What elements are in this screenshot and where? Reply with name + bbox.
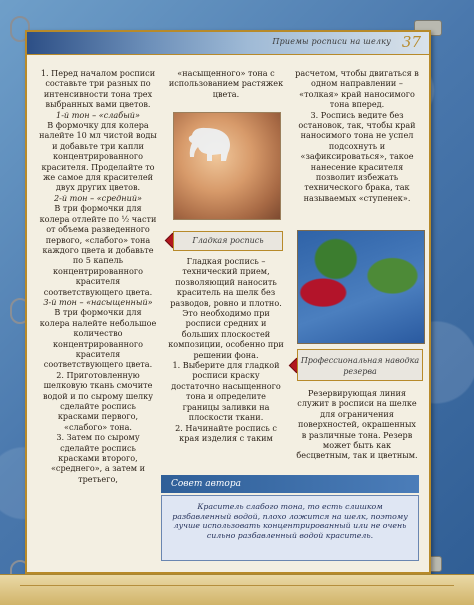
silk-flowers-photo xyxy=(297,230,425,344)
subheading: 3-й тон – «насыщенный» xyxy=(43,296,153,307)
paragraph: В три формочки для колера налейте небольшое количество концентрированного красителя соответствующего цвета. xyxy=(39,307,157,370)
paragraph: «насыщенного» тона с использованием растяжек цвета. xyxy=(168,68,284,99)
column-2 xyxy=(167,68,285,99)
column-1 xyxy=(39,68,157,484)
paragraph: Гладкая роспись – технический прием, позволяющий наносить краситель на шелк без разводов, ровно и плотно. Это необходимо при росписи средних и больших плоскостей композиции, особенно при решении фона. xyxy=(168,256,284,360)
column-3-body xyxy=(295,388,419,461)
paragraph: 3. Затем по сырому сделайте роспись красками второго, «среднего», а затем и третьего, xyxy=(50,432,145,484)
section-heading: Гладкая роспись xyxy=(173,231,283,251)
paragraph: 1. Перед началом росписи составьте три разных по интенсивности тона трех выбранных вами цветов. xyxy=(40,68,156,110)
column-2-body xyxy=(167,256,285,443)
paragraph: 2. Приготовленную шелковую ткань смочите водой и по сырому шелку сделайте роспись красками первого, «слабого» тона. xyxy=(43,369,153,432)
section-heading: Профессиональная наводка резерва xyxy=(297,349,423,381)
paragraph: В три формочки для колера отлейте по ½ части от объема разведенного первого, «слабого» тона каждого цвета и добавьте по 5 капель концентрированного красителя соответствующего цвета. xyxy=(39,203,157,297)
paragraph: 3. Роспись ведите без остановок, так, чтобы край наносимого тона не успел подсохнуть и «зафиксироваться», такое нанесение красителя позволит избежать технического брака, так называемых «ступенек». xyxy=(298,109,416,203)
subheading: 1-й тон – «слабый» xyxy=(56,109,140,120)
tip-title: Совет автора xyxy=(161,475,419,493)
page-number: 37 xyxy=(401,33,421,51)
header-title: Приемы росписи на шелку xyxy=(272,37,391,46)
paragraph: В формочку для колера налейте 10 мл чистой воды и добавьте три капли концентрированного красителя. Проделайте то же самое для красителей двух других цветов. xyxy=(39,120,157,193)
tip-text: Краситель слабого тона, то есть слишком разбавленный водой, плохо ложится на шелк, поэтому лучше использовать концентрированный или не очень сильно разбавленный водой краситель. xyxy=(161,495,419,561)
elephant-icon xyxy=(182,125,238,165)
paragraph: расчетом, чтобы двигаться в одном направлении – «толкая» край наносимого тона вперед. xyxy=(295,68,419,110)
page-header xyxy=(27,32,429,55)
paragraph: 2. Начинайте роспись с края изделия с таким xyxy=(175,422,277,443)
page xyxy=(25,30,431,574)
paragraph: 1. Выберите для гладкой росписи краску достаточно насыщенного тона и определите границы заливки на плоскости ткани. xyxy=(171,360,281,423)
paragraph: Резервирующая линия служит в росписи на шелке для ограничения поверхностей, окрашенных в различные тона. Резерв может быть как бесцветным, так и цветным. xyxy=(296,388,418,461)
silk-elephant-photo xyxy=(173,112,281,220)
subheading: 2-й тон – «средний» xyxy=(53,192,143,203)
column-3 xyxy=(295,68,419,203)
bottom-edge xyxy=(0,574,474,605)
